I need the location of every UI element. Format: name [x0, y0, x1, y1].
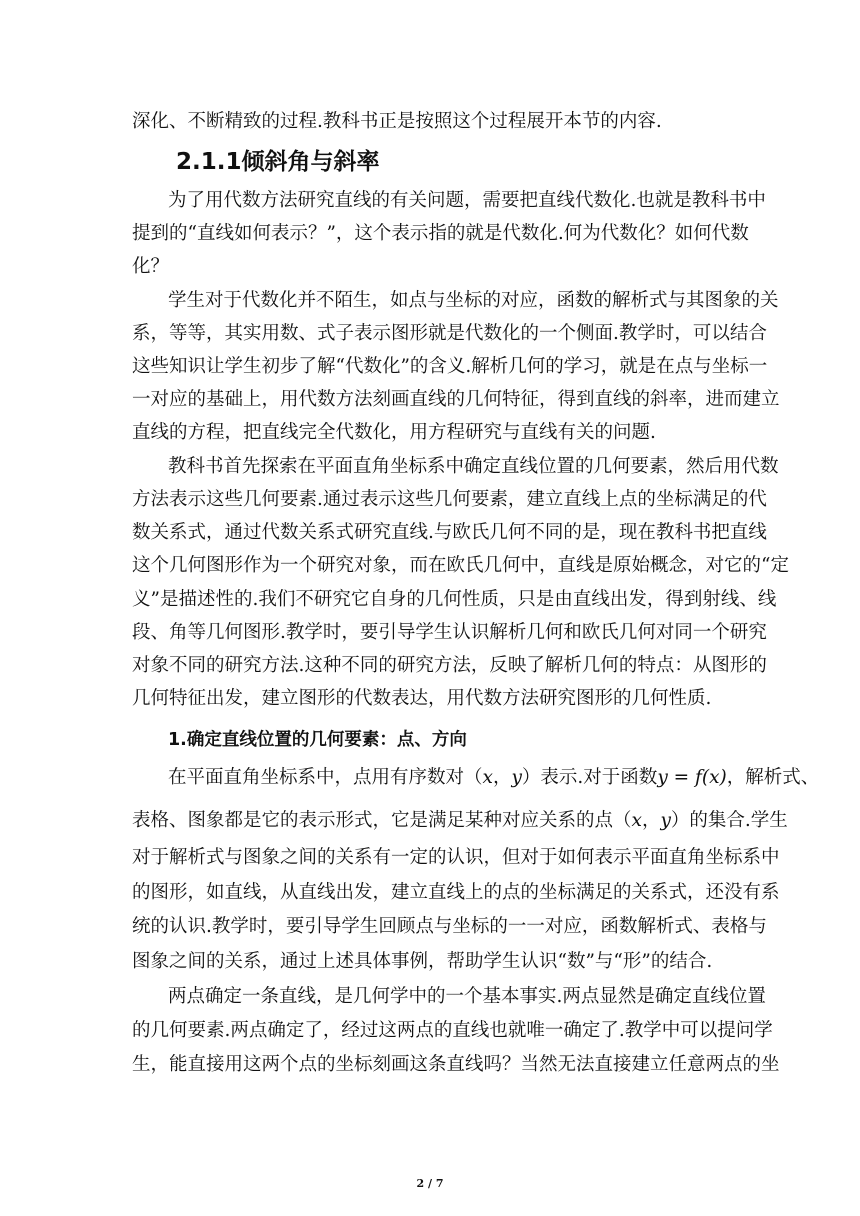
text-segment: 表格、图象都是它的表示形式，它是满足某种对应关系的点（	[132, 810, 632, 831]
text-line: 这些知识让学生初步了解“代数化”的含义.解析几何的学习，就是在点与坐标一	[132, 356, 768, 377]
text-line: 段、角等几何图形.教学时，要引导学生认识解析几何和欧氏几何对同一个研究	[132, 622, 767, 643]
text-line: 两点确定一条直线，是几何学中的一个基本事实.两点显然是确定直线位置	[168, 986, 766, 1007]
text-line	[168, 765, 820, 791]
text-line: 一对应的基础上，用代数方法刻画直线的几何特征，得到直线的斜率，进而建立	[132, 389, 780, 410]
text-line: 提到的“直线如何表示？”，这个表示指的就是代数化.何为代数化？如何代数	[132, 223, 749, 244]
text-line: 对于解析式与图象之间的关系有一定的认识，但对于如何表示平面直角坐标系中	[132, 847, 780, 868]
math-formula: y = f(x)	[657, 767, 727, 788]
text-line: 方法表示这些几何要素.通过表示这些几何要素，建立直线上点的坐标满足的代	[132, 489, 767, 510]
text-line: 图象之间的关系，通过上述具体事例，帮助学生认识“数”与“形”的结合.	[132, 951, 713, 972]
text-line: 义”是描述性的.我们不研究它自身的几何性质，只是由直线出发，得到射线、线	[132, 589, 777, 610]
text-line: 生，能直接用这两个点的坐标刻画这条直线吗？当然无法直接建立任意两点的坐	[132, 1054, 780, 1075]
math-variable-x: x	[482, 767, 493, 788]
text-segment: ）的集合.学生	[670, 810, 788, 831]
text-line: 的图形，如直线，从直线出发，建立直线上的点的坐标满足的关系式，还没有系	[132, 882, 780, 903]
text-line: 直线的方程，把直线完全代数化，用方程研究与直线有关的问题.	[132, 422, 656, 443]
text-segment: ，	[641, 810, 661, 831]
text-line: 几何特征出发，建立图形的代数表达，用代数方法研究图形的几何性质.	[132, 688, 712, 709]
text-segment: ）表示.对于函数	[521, 767, 658, 788]
text-line: 学生对于代数化并不陌生，如点与坐标的对应，函数的解析式与其图象的关	[168, 290, 779, 311]
text-line: 的几何要素.两点确定了，经过这两点的直线也就唯一确定了.教学中可以提问学	[132, 1020, 773, 1041]
text-segment: 在平面直角坐标系中，点用有序数对（	[168, 767, 483, 788]
text-line: 为了用代数方法研究直线的有关问题，需要把直线代数化.也就是教科书中	[168, 190, 766, 211]
text-line: 对象不同的研究方法.这种不同的研究方法，反映了解析几何的特点：从图形的	[132, 655, 767, 676]
text-line: 这个几何图形作为一个研究对象，而在欧氏几何中，直线是原始概念，对它的“定	[132, 555, 789, 576]
text-line: 教科书首先探索在平面直角坐标系中确定直线位置的几何要素，然后用代数	[168, 456, 779, 477]
text-line: 系，等等，其实用数、式子表示图形就是代数化的一个侧面.教学时，可以结合	[132, 323, 767, 344]
section-title: 2.1.1倾斜角与斜率	[176, 149, 380, 175]
text-line: 统的认识.教学时，要引导学生回顾点与坐标的一一对应，函数解析式、表格与	[132, 916, 767, 937]
math-variable-y: y	[511, 767, 522, 788]
text-line	[132, 808, 788, 834]
math-variable-y: y	[660, 810, 671, 831]
text-segment: ，解析式、	[726, 767, 820, 788]
text-segment: ，	[492, 767, 512, 788]
subsection-title: 1.确定直线位置的几何要素：点、方向	[168, 730, 467, 750]
page-number: 2 / 7	[416, 1177, 444, 1190]
text-line: 深化、不断精致的过程.教科书正是按照这个过程展开本节的内容.	[132, 111, 662, 132]
math-variable-x: x	[631, 810, 642, 831]
text-line: 数关系式，通过代数关系式研究直线.与欧氏几何不同的是，现在教科书把直线	[132, 522, 767, 543]
text-line: 化？	[132, 256, 170, 277]
